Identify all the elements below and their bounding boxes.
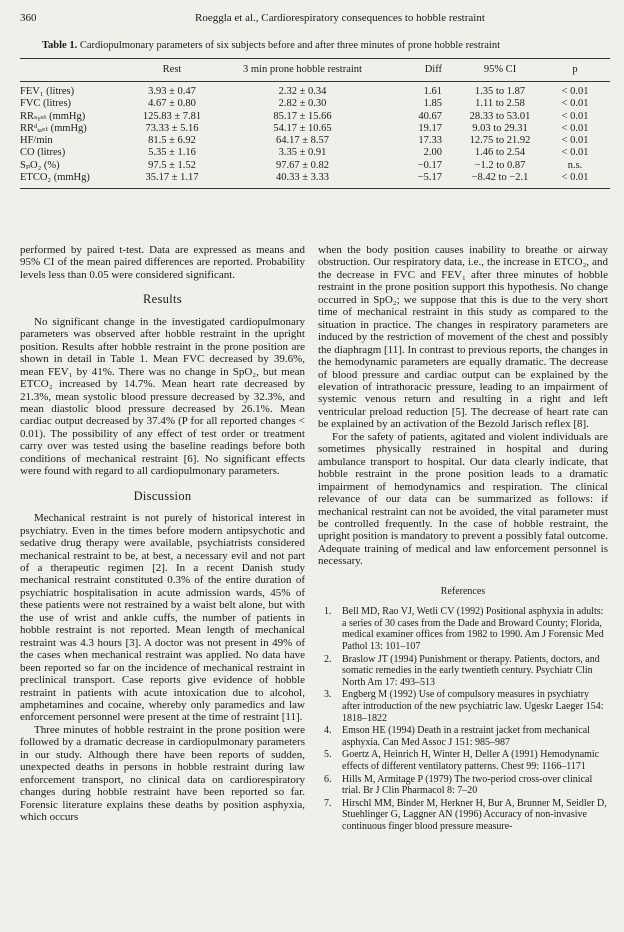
table-cell: 1.11 to 2.58 bbox=[475, 98, 525, 110]
discussion-paragraph-2: Three minutes of hobble restraint in the prone position were followed by a dramatic decrease in cardiopulmonary parameters in our study. Although there have been reports of sudden, unexpected deaths in persons in hobble restraint during law enforcement transport, no clinical data on cardiorespiratory changes during hobble restraint have been reported so far. Forensic literature explains these deaths by position asphyxia, which occurs bbox=[20, 723, 305, 824]
table-row bbox=[20, 86, 610, 98]
page-number: 360 bbox=[20, 12, 37, 24]
table-cell: HF/min bbox=[20, 135, 53, 147]
table-cell: −5.17 bbox=[417, 172, 442, 184]
table-cell: 81.5 ± 6.92 bbox=[148, 135, 196, 147]
reference-item bbox=[318, 774, 608, 797]
table-caption bbox=[42, 40, 602, 51]
table-cell: 85.17 ± 15.66 bbox=[273, 110, 332, 122]
table-cell: 2.82 ± 0.30 bbox=[278, 98, 327, 110]
table-row bbox=[20, 172, 610, 184]
results-paragraph: No significant change in the investigated cardiopulmonary parameters was observed after hobble restraint in the upright position. Results after hobble restraint in the prone position are shown in detail in Table 1. Mean FVC decreased by 39.6%, mean FEV₁ by 41%. There was no change in SpO₂, but mean ETCO₂ increased by 14.7%. Mean heart rate decreased by 21.3%, mean systolic blood pressure decreased by 32.3%, and mean diastolic blood pressure decreased by 26.1%. Mean cardiac output decreased by 37.4% (P for all reported changes < 0.01). The possibility of any effect of test order or treatment carry over was tested using the baseline readings before both conditions of mechanical restraint [6]. No significant effects were found with regard to all cardiopulmonary parameters. bbox=[20, 315, 305, 478]
table-cell: −8.42 to −2.1 bbox=[471, 172, 529, 184]
table-cell: 4.67 ± 0.80 bbox=[148, 98, 196, 110]
table-header-row bbox=[20, 59, 610, 81]
table-cell: < 0.01 bbox=[561, 98, 589, 110]
reference-item bbox=[318, 654, 608, 689]
table-cell: CO (litres) bbox=[20, 147, 66, 159]
page-header bbox=[20, 12, 610, 28]
right-column bbox=[318, 244, 608, 834]
table-cell: 1.46 to 2.54 bbox=[474, 147, 526, 159]
reference-item bbox=[318, 689, 608, 724]
reference-item bbox=[318, 798, 608, 833]
table-cell: 3.35 ± 0.91 bbox=[278, 147, 327, 159]
table-cell: 73.33 ± 5.16 bbox=[145, 122, 199, 134]
table-cell: 125.83 ± 7.81 bbox=[142, 110, 202, 122]
table-header-cell: 3 min prone hobble restraint bbox=[243, 64, 362, 75]
reference-text: Engberg M (1992) Use of compulsory measures in psychiatry after introduction of the new psychiatric law. Ugeskr Laeger 154: 1818–1822 bbox=[342, 689, 604, 724]
table-bottom-rule bbox=[20, 188, 610, 189]
reference-number: 5. bbox=[324, 749, 332, 761]
results-heading: Results bbox=[143, 292, 182, 307]
table-header-cell: 95% CI bbox=[483, 64, 517, 75]
table-cell: 5.35 ± 1.16 bbox=[148, 147, 196, 159]
reference-number: 2. bbox=[324, 653, 332, 665]
reference-text: Hills M, Armitage P (1979) The two-period cross-over clinical trial. Br J Clin Pharmacol 8: 7–20 bbox=[342, 773, 593, 797]
table-header-cell: Rest bbox=[162, 64, 182, 75]
table-row bbox=[20, 111, 610, 123]
table-cell: < 0.01 bbox=[561, 122, 589, 134]
table-cell: RRᵈᵢₐₛₜ (mmHg) bbox=[20, 122, 87, 134]
reference-text: Hirschl MM, Binder M, Herkner H, Bur A, Brunner M, Seidler D, Stuehlinger G, Laggner AN (1996) Accuracy of non-invasive continuous finger blood pressure measure- bbox=[342, 797, 607, 832]
table-cell: n.s. bbox=[567, 159, 583, 171]
table-cell: 40.33 ± 3.33 bbox=[275, 172, 329, 184]
reference-number: 1. bbox=[324, 606, 332, 618]
reference-item bbox=[318, 725, 608, 748]
table-cell: < 0.01 bbox=[561, 172, 589, 184]
table-cell: 9.03 to 29.31 bbox=[472, 122, 528, 134]
reference-text: Braslow JT (1994) Punishment or therapy. Patients, doctors, and somatic remedies in the early twentieth century. Psychiatr Clin North Am 17: 493–513 bbox=[342, 653, 600, 688]
table-cell: 1.61 bbox=[423, 86, 442, 97]
left-column bbox=[20, 244, 305, 823]
table-cell: 12.75 to 21.92 bbox=[469, 135, 531, 147]
reference-text: Emson HE (1994) Death in a restraint jacket from mechanical asphyxia. Can Med Assoc J 151: 985–987 bbox=[342, 725, 590, 748]
table-cell: < 0.01 bbox=[561, 86, 589, 97]
table-cell: 3.93 ± 0.47 bbox=[148, 86, 196, 97]
reference-item bbox=[318, 749, 608, 772]
table-cell: 35.17 ± 1.17 bbox=[145, 172, 199, 184]
table-cell: 40.67 bbox=[418, 110, 442, 122]
table-cell: −1.2 to 0.87 bbox=[474, 159, 526, 171]
table-cell: 1.85 bbox=[423, 98, 442, 110]
table-cell: 19.17 bbox=[418, 122, 442, 134]
table-cell: < 0.01 bbox=[561, 110, 589, 122]
reference-text: Bell MD, Rao VJ, Wetli CV (1992) Positional asphyxia in adults: a series of 30 cases from the Dade and Broward County; Florida, medical examiner offices from 1982 to 1990. Am J Forensic Med Pathol 13: 101–107 bbox=[342, 606, 604, 653]
discussion-paragraph-3: For the safety of patients, agitated and violent individuals are sometimes physically restrained in hospital and during ambulance transport to hospital. Our data clearly indicate, that hobble restraint in the prone position leads to a dramatic impairment of hemodynamics and respiration. The clinical relevance of our data can be summarized as follows: if mechanical restraint can not be avoided, the vital parameter must be controlled frequently. In the case of hobble restraint, the upright position is mandatory to prevent a possibly fatal outcome. Adequate training of medical and law enforcement personnel is necessary. bbox=[318, 430, 608, 568]
reference-number: 7. bbox=[324, 797, 332, 809]
reference-list bbox=[318, 606, 608, 832]
table-caption-text: Cardiopulmonary parameters of six subjects before and after three minutes of prone hobble restraint bbox=[79, 40, 500, 51]
table-cell: SₚO₂ (%) bbox=[20, 159, 60, 171]
reference-number: 6. bbox=[324, 773, 332, 785]
table-cell: 97.67 ± 0.82 bbox=[275, 159, 329, 171]
table-row bbox=[20, 160, 610, 172]
table-header-cell: p bbox=[572, 64, 578, 75]
table-cell: < 0.01 bbox=[561, 147, 589, 159]
table-cell: 2.32 ± 0.34 bbox=[278, 86, 327, 97]
reference-number: 4. bbox=[324, 725, 332, 737]
table-cell: −0.17 bbox=[417, 159, 442, 171]
table-cell: FEV₁ (litres) bbox=[20, 86, 75, 97]
table-row bbox=[20, 135, 610, 147]
table-body bbox=[20, 82, 610, 188]
table-cell: < 0.01 bbox=[561, 135, 589, 147]
table-row bbox=[20, 98, 610, 110]
table-cell: 54.17 ± 10.65 bbox=[273, 122, 332, 134]
reference-item bbox=[318, 606, 608, 652]
table-label: Table 1. bbox=[42, 40, 78, 51]
table-row bbox=[20, 147, 610, 159]
running-title: Roeggla et al., Cardiorespiratory consequences to hobble restraint bbox=[195, 12, 485, 24]
table-row bbox=[20, 123, 610, 135]
table-cell: ETCO₂ (mmHg) bbox=[20, 172, 90, 184]
table-cell: RRₛᵧₛₜ (mmHg) bbox=[20, 110, 86, 122]
table-cell: 17.33 bbox=[418, 135, 442, 147]
table-cell: 1.35 to 1.87 bbox=[474, 86, 526, 97]
table-cell: 97.5 ± 1.52 bbox=[148, 159, 196, 171]
table-cell: FVC (litres) bbox=[20, 98, 72, 110]
data-table bbox=[20, 58, 610, 189]
table-cell: 64.17 ± 8.57 bbox=[275, 135, 329, 147]
reference-number: 3. bbox=[324, 689, 332, 701]
references-heading: References bbox=[440, 585, 486, 597]
discussion-paragraph-1: Mechanical restraint is not purely of historical interest in psychiatry. Even in the times before modern antipsychotic and sedative drug therapy were available, psychiatrists considered mechanical restraint to be, at best, a necessary evil and not part of a therapeutic regimen [2]. In a recent Danish study mechanical restraint constituted 0.3% of the entire duration of psychiatric hospitalisation in acute admission wards, 45% of these patients were not restrained by a waist belt alone, but with the use of wrist and ankle cuffs, the number of patients in hobble restraint is not reported. Mean length of mechanical restraint was 4.3 hours [3]. A doctor was not present in 49% of the cases when mechanical restraint was applied. No data have been reported so far on the incidence of mechanical restraint in preclinical transport. Case reports give evidence of hobble restraint in patients with acute intoxication due to alcohol, amphetamines and cocaine, whereby only paramedics and law enforcement personnel were present at the time of restraint [11]. bbox=[20, 512, 305, 724]
table-header-cell: Diff bbox=[424, 64, 442, 75]
reference-text: Goertz A, Heinrich H, Winter H, Deller A (1991) Hemodynamic effects of different ventilatory patterns. Chest 99: 1166–1171 bbox=[342, 749, 600, 772]
methods-continued-paragraph: performed by paired t-test. Data are expressed as means and 95% CI of the mean paired differences are reported. Probability levels less than 0.05 were considered significant. bbox=[20, 244, 305, 281]
discussion-continued-paragraph: when the body position causes inability to breathe or airway obstruction. Our respiratory data, i.e., the increase in ETCO₂, and the decrease in FVC and FEV₁ after three minutes of hobble restraint in the prone position support this hypothesis. No change occurred in SpO₂; we suppose that this is due to the very short time of mechanical restraint in this study as compared to the situation in practice. The changes in respiratory parameters are induced by the restriction of movement of the chest and possibly the diaphragm [11]. In contrast to previous reports, the changes in the hemodynamic parameters are equally dramatic. The decrease of blood pressure and cardiac output can be explained by the elevation of intrathoracic pressure, leading to an impairment of systemic venous return and resulting in a right and left ventricular preload reduction [5]. The decrease of heart rate can be explained by an activation of the Bezold Jarisch reflex [8]. bbox=[318, 244, 608, 431]
discussion-heading: Discussion bbox=[133, 488, 192, 503]
table-cell: 28.33 to 53.01 bbox=[469, 110, 531, 122]
table-cell: 2.00 bbox=[423, 147, 442, 159]
